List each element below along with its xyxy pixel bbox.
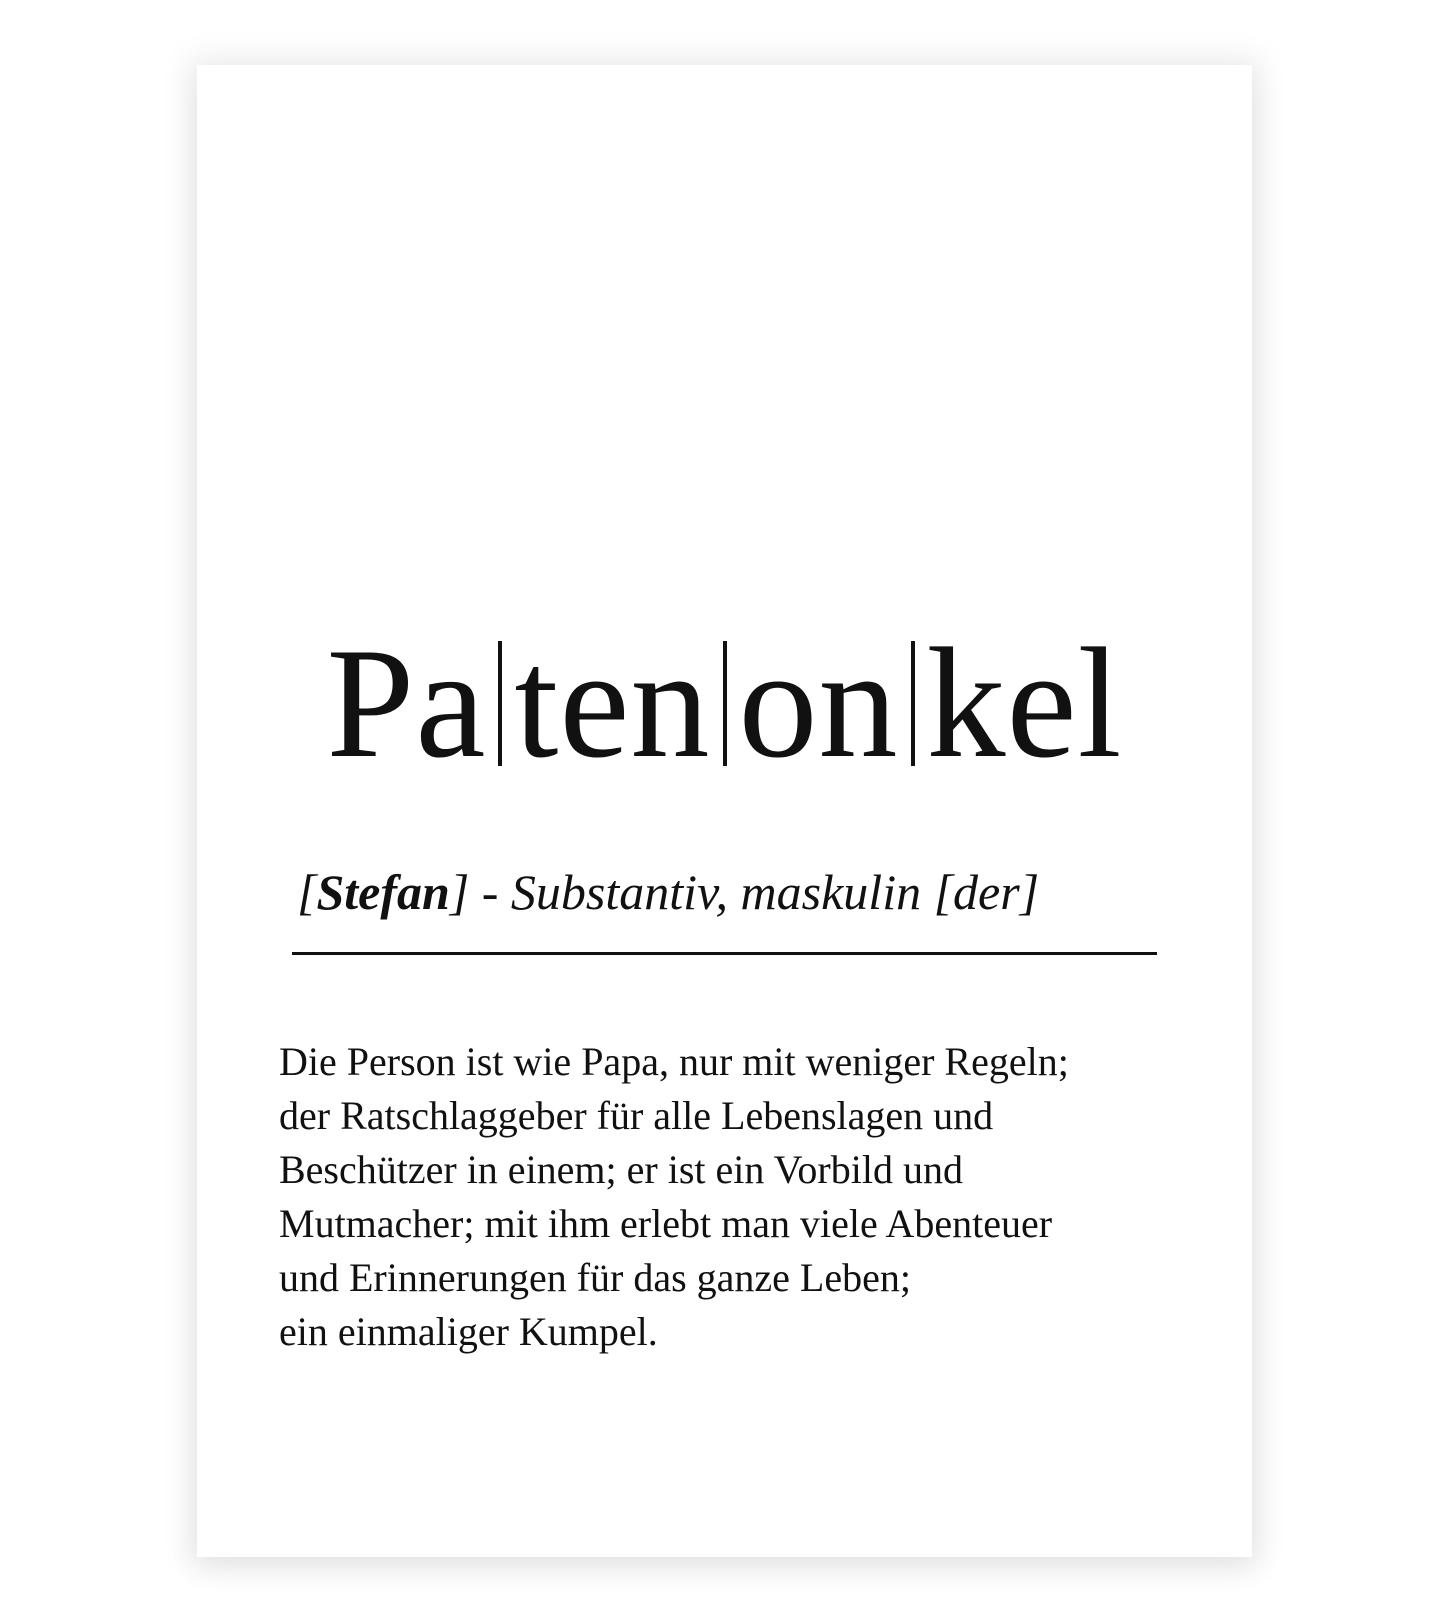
- headword-syllable: ten: [514, 616, 711, 791]
- grammar-rest: ] - Substantiv, maskulin [der]: [449, 864, 1040, 920]
- definition-line: und Erinnerungen für das ganze Leben;: [279, 1255, 911, 1300]
- definition-line: Mutmacher; mit ihm erlebt man viele Abenteuer: [279, 1201, 1053, 1246]
- definition-line: Die Person ist wie Papa, nur mit weniger Regeln;: [279, 1039, 1069, 1084]
- syllable-separator: [498, 641, 502, 766]
- headword-syllable: kel: [926, 616, 1123, 791]
- grammar-bracket-open: [: [297, 864, 317, 920]
- syllable-separator: [723, 641, 727, 766]
- divider-rule: [292, 952, 1157, 955]
- definition-line: der Ratschlaggeber für alle Lebenslagen und: [279, 1093, 994, 1138]
- definition-line: Beschützer in einem; er ist ein Vorbild und: [279, 1147, 963, 1192]
- definition-text: [279, 1035, 1219, 1359]
- syllable-separator: [911, 641, 915, 766]
- poster: [197, 65, 1252, 1557]
- grammar-name: Stefan: [316, 864, 450, 920]
- headword-syllable: Pa: [326, 616, 487, 791]
- grammar-line: [297, 862, 1039, 922]
- headword: [197, 616, 1252, 791]
- definition-line: ein einmaliger Kumpel.: [279, 1309, 658, 1354]
- headword-syllable: on: [738, 616, 899, 791]
